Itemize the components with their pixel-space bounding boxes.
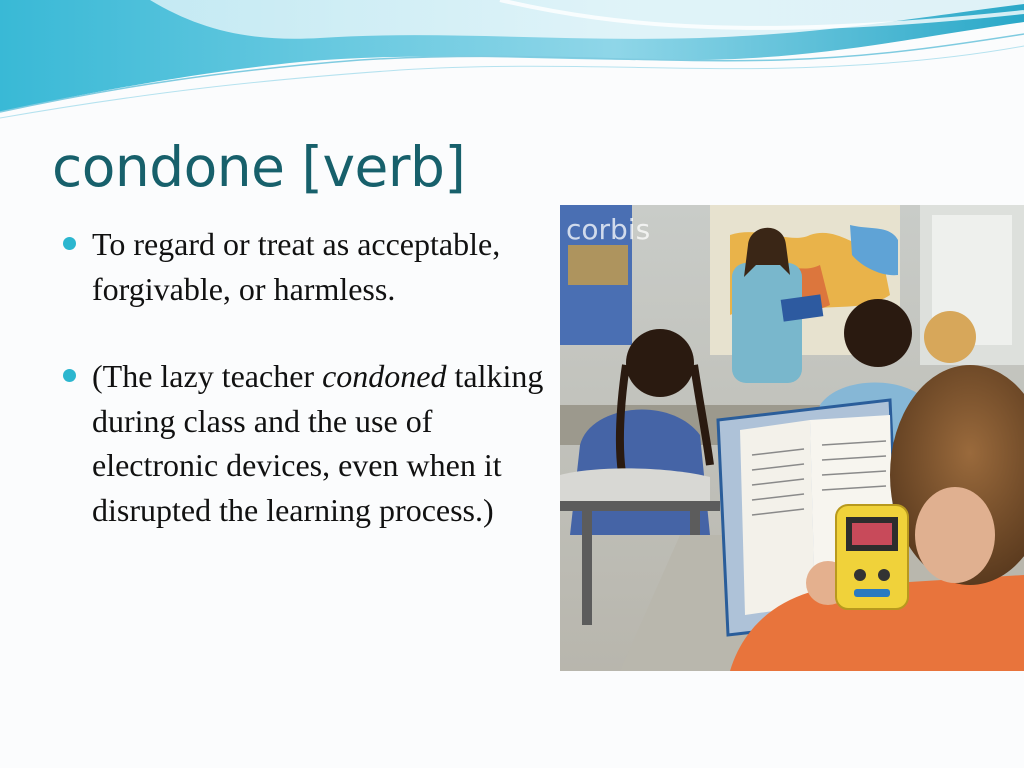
definition-bullet — [60, 222, 550, 311]
bullet-dot-icon — [63, 369, 76, 382]
bullet-list — [60, 222, 550, 532]
bullet-dot-icon — [63, 237, 76, 250]
definition-text: To regard or treat as acceptable, forgivable, or harmless. — [92, 226, 501, 307]
example-bullet — [60, 354, 550, 532]
classroom-photo-illustration — [560, 205, 1024, 671]
classroom-photo — [560, 205, 1024, 671]
slide-title: condone [verb] — [52, 135, 466, 199]
watermark-text: corbis — [566, 213, 651, 246]
header-wave-decoration — [0, 0, 1024, 130]
example-text-end: talking during class and the use of electronic devices, even when it disrupted the learning process.) — [92, 358, 544, 528]
example-emphasis: condoned — [322, 358, 447, 394]
example-text-start: (The lazy teacher — [92, 358, 323, 394]
